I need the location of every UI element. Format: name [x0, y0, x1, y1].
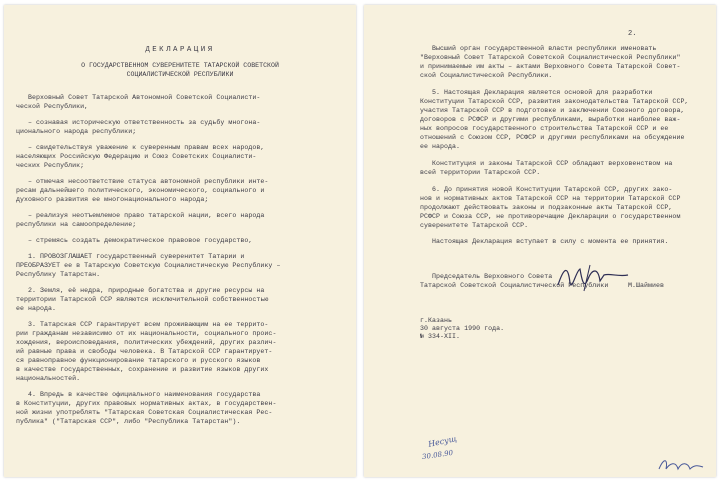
text-line: нов и нормативных актов Татарской ССР на территории Татарской ССР — [420, 195, 681, 202]
text-line: ной жизни употреблять "Татарская Советская Социалистическая Рес- — [16, 409, 273, 416]
text-line: договоров с РСФСР и другими республиками, выработки наиболее важ- — [420, 116, 681, 123]
text-line: ее народа. — [420, 143, 461, 150]
text-line: – отмечая несоответствие статуса автономной республики инте- — [28, 178, 269, 185]
text-line: 2. Земля, её недра, природные богатства и другие ресурсы на — [28, 287, 265, 294]
text-line: Конституция и законы Татарской ССР обладают верховенством на — [432, 160, 673, 167]
text-line: ся равноправное функционирование татарского и русского языков — [16, 357, 261, 364]
text-line: 3. Татарская ССР гарантирует всем проживающим на ее террито- — [28, 321, 269, 328]
text-line: территории Татарской ССР являются исключительной собственностью — [16, 296, 269, 303]
text-line: национальностей. — [16, 375, 81, 382]
text-line: Настоящая Декларация вступает в силу с момента ее принятия. — [432, 238, 669, 245]
text-line: всей территории Татарской ССР. — [420, 169, 541, 176]
text-line: 1. ПРОВОЗГЛАШАЕТ государственный суверенитет Татарии и — [28, 253, 245, 260]
document-page-1 — [4, 5, 356, 477]
text-line: ской Социалистической Республики. — [420, 72, 553, 79]
handwritten-note-1: Несущ — [427, 434, 458, 449]
signing-place: г.Казань — [420, 317, 453, 324]
text-line: рии гражданам независимо от их национальности, социального проис- — [16, 330, 277, 337]
text-line: и принимаемые им акты – актами Верховного Совета Татарской Совет- — [420, 63, 681, 70]
text-line: – свидетельствуя уважение к суверенным правам всех народов, — [28, 144, 265, 151]
text-line: в Конституции, других правовых нормативных актах, в государствен- — [16, 400, 277, 407]
text-line: отношений с Союзом ССР, РСФСР и другими республиками на обсуждение — [420, 134, 685, 141]
text-line: РСФСР и Союза ССР, не противоречащие Декларации о государственном — [420, 213, 681, 220]
text-line: 5. Настоящая Декларация является основой для разработки — [432, 89, 653, 96]
handwritten-note-2: 30.08.90 — [421, 448, 454, 462]
text-line: публика" ("Татарская ССР", либо "Республика Татарстан"). — [16, 418, 241, 425]
text-line: "Верховный Совет Татарской Советской Социалистической Республики" — [420, 54, 681, 61]
document-page-2 — [364, 5, 716, 477]
text-line: 6. До принятия новой Конституции Татарской ССР, других зако- — [432, 186, 673, 193]
text-line: Республику Татарстан. — [16, 271, 101, 278]
text-line: участия Татарской ССР в подготовке и заключении Союзного договора, — [420, 107, 685, 114]
text-line: духовного развития ее многонационального народа; — [16, 196, 209, 203]
text-line: ее народа. — [16, 305, 57, 312]
declaration-subtitle-line-1: О ГОСУДАРСТВЕННОМ СУВЕРЕНИТЕТЕ ТАТАРСКОЙ СОВЕТСКОЙ — [81, 62, 279, 69]
text-line: Высший орган государственной власти республики именовать — [432, 45, 657, 52]
signatory-name: М.Шаймиев — [628, 282, 665, 289]
text-line: – реализуя неотъемлемое право татарской нации, всего народа — [28, 212, 265, 219]
text-line: – сознавая историческую ответственность за судьбу многона- — [28, 119, 261, 126]
text-line: 4. Впредь в качестве официального наименования государства — [28, 391, 261, 398]
declaration-subtitle-line-2: СОЦИАЛИСТИЧЕСКОЙ РЕСПУБЛИКИ — [126, 71, 234, 78]
text-line: ческой Республики, — [16, 103, 89, 110]
signature-title-line-1: Председатель Верховного Совета — [432, 273, 553, 280]
text-line: в качестве государственных, сохранение и развитие языков других — [16, 366, 269, 373]
text-line: ресам дальнейшего политического, экономического, социального и — [16, 187, 265, 194]
text-line: ий равные права и свободы человека. В Татарской ССР гарантирует- — [16, 348, 273, 355]
document-number: № 334-XII. — [420, 333, 461, 340]
signature-title-line-2: Татарской Советской Социалистической Республики — [420, 282, 609, 289]
declaration-title: ДЕКЛАРАЦИЯ — [145, 46, 215, 54]
page-number: 2. — [628, 30, 637, 38]
text-line: – стремясь создать демократическое правовое государство, — [28, 237, 253, 244]
signature-scribble — [554, 261, 634, 295]
handwritten-initials — [656, 455, 706, 475]
text-line: суверенитете Татарской ССР. — [420, 222, 529, 229]
text-line: продолжают действовать законы и подзаконные акты Татарской ССР, — [420, 204, 673, 211]
text-line: Верховный Совет Татарской Автономной Советской Социалисти- — [28, 94, 261, 101]
text-line: республики на самоопределение; — [16, 221, 137, 228]
text-line: хождения, вероисповедания, политических убеждений, других различ- — [16, 339, 277, 346]
text-line: ционального народа республики; — [16, 128, 137, 135]
text-line: ческих Республик; — [16, 162, 85, 169]
signing-date: 30 августа 1990 года. — [420, 325, 505, 332]
text-line: ПРЕОБРАЗУЕТ ее в Татарскую Советскую Социалистическую Республику – — [16, 262, 281, 269]
text-line: населяющих Российскую Федерацию и Союз Советских Социалисти- — [16, 153, 257, 160]
text-line: ных вопросов государственного строительства Татарской ССР и ее — [420, 125, 669, 132]
text-line: Конституции Татарской ССР, развития законодательства Татарской ССР, — [420, 98, 689, 105]
